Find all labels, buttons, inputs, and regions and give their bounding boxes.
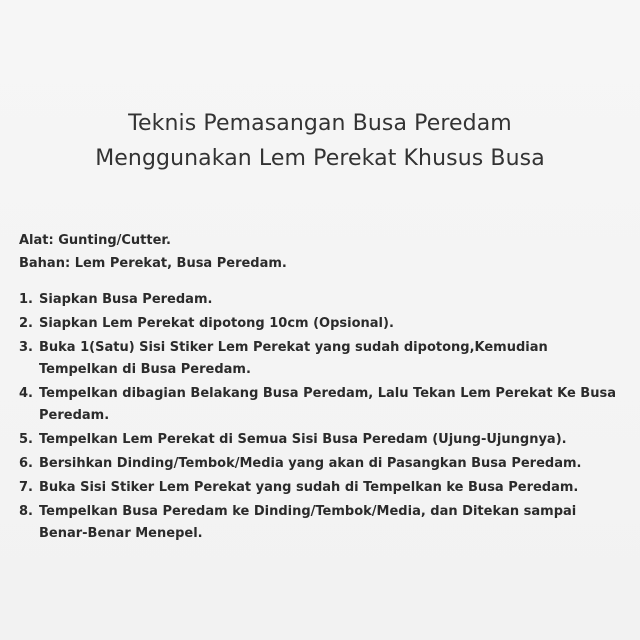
step-text: Tempelkan dibagian Belakang Busa Peredam, Lalu Tekan Lem Perekat Ke Busa Peredam. [39, 386, 616, 423]
steps-list [19, 289, 629, 547]
step-item [19, 289, 629, 311]
step-item [19, 429, 629, 451]
step-text: Siapkan Busa Peredam. [39, 292, 213, 307]
step-item [19, 383, 629, 427]
document-title-line-1: Teknis Pemasangan Busa Peredam [128, 111, 512, 136]
step-text: Buka Sisi Stiker Lem Perekat yang sudah di Tempelkan ke Busa Peredam. [39, 480, 579, 495]
step-number: 4. [19, 386, 33, 401]
tools-line: Alat: Gunting/Cutter. [19, 233, 171, 248]
step-item [19, 337, 629, 381]
step-item [19, 453, 629, 475]
step-item [19, 477, 629, 499]
step-text: Bersihkan Dinding/Tembok/Media yang akan di Pasangkan Busa Peredam. [39, 456, 582, 471]
step-number: 5. [19, 432, 33, 447]
step-text: Tempelkan Busa Peredam ke Dinding/Tembok/Media, dan Ditekan sampai Benar-Benar Menepel. [39, 504, 577, 541]
step-text: Siapkan Lem Perekat dipotong 10cm (Opsional). [39, 316, 394, 331]
step-text: Tempelkan Lem Perekat di Semua Sisi Busa Peredam (Ujung-Ujungnya). [39, 432, 567, 447]
step-number: 7. [19, 480, 33, 495]
step-number: 6. [19, 456, 33, 471]
step-number: 1. [19, 292, 33, 307]
step-number: 3. [19, 340, 33, 355]
document-title-line-2: Menggunakan Lem Perekat Khusus Busa [95, 146, 545, 171]
step-number: 8. [19, 504, 33, 519]
step-item [19, 313, 629, 335]
step-number: 2. [19, 316, 33, 331]
materials-line: Bahan: Lem Perekat, Busa Peredam. [19, 256, 287, 271]
step-item [19, 501, 629, 545]
step-text: Buka 1(Satu) Sisi Stiker Lem Perekat yang sudah dipotong,Kemudian Tempelkan di Busa Peredam. [39, 340, 548, 377]
